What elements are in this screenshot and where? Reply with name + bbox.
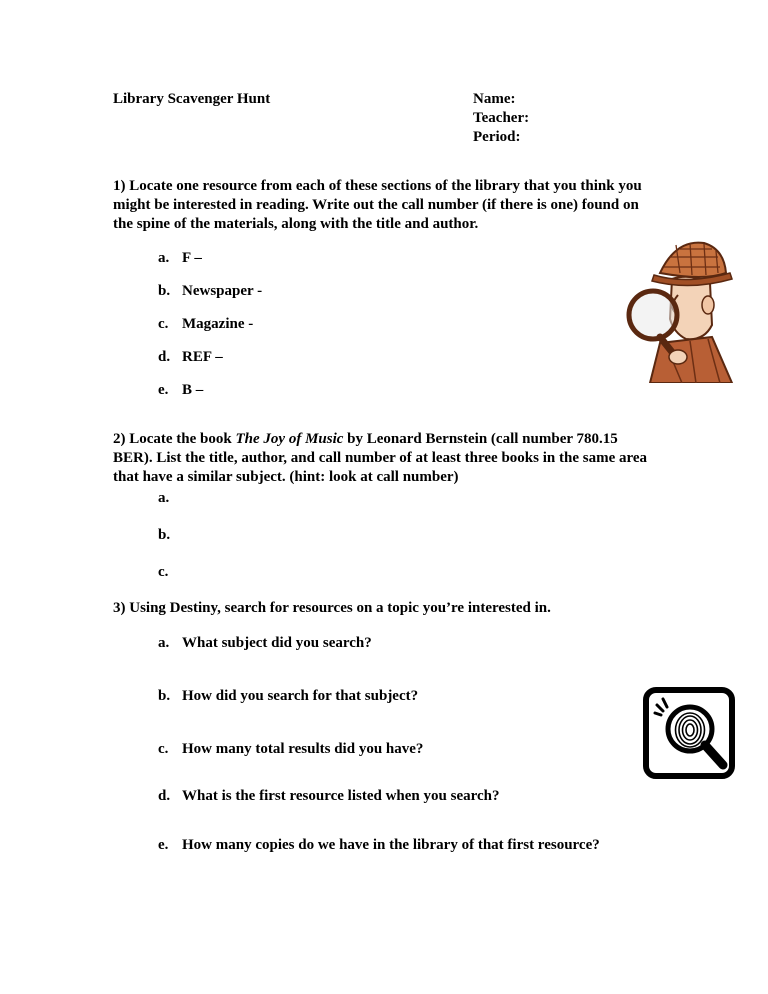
item-text: B –	[182, 382, 204, 398]
item-text: REF –	[182, 349, 223, 365]
item-label: c.	[158, 316, 169, 332]
question-3-text: 3) Using Destiny, search for resources on a topic you’re interested in.	[113, 600, 551, 616]
item-label: b.	[158, 283, 171, 299]
q1-item-d	[158, 348, 223, 367]
fingerprint-magnifier-icon	[643, 687, 735, 779]
item-label: b.	[158, 527, 171, 543]
item-text: What is the first resource listed when you search?	[182, 788, 500, 804]
question-2-text	[113, 430, 653, 487]
item-text: What subject did you search?	[182, 635, 372, 651]
item-text: F –	[182, 250, 202, 266]
item-text: Newspaper -	[182, 283, 263, 299]
item-text: How many total results did you have?	[182, 741, 424, 757]
item-label: e.	[158, 382, 169, 398]
name-label: Name:	[473, 91, 516, 107]
q1-item-e	[158, 381, 203, 400]
q3-item-e	[158, 836, 600, 855]
q1-item-a	[158, 249, 202, 268]
question-1-text: 1) Locate one resource from each of these sections of the library that you think you might be interested in reading. Write out the call number (if there is one) found on the spine of the materials, along with the title and author.	[113, 178, 642, 232]
q1-item-b	[158, 282, 262, 301]
q3-item-b	[158, 687, 418, 706]
q3-item-d	[158, 787, 499, 806]
q2-item-a	[158, 489, 182, 508]
teacher-label: Teacher:	[473, 110, 530, 126]
item-label: a.	[158, 250, 170, 266]
page-title: Library Scavenger Hunt	[113, 91, 271, 107]
item-text: How many copies do we have in the library of that first resource?	[182, 837, 600, 853]
item-label: e.	[158, 837, 169, 853]
q3-item-a	[158, 634, 372, 653]
item-label: d.	[158, 788, 171, 804]
detective-with-magnifier-icon	[620, 233, 735, 383]
q3-item-c	[158, 740, 423, 759]
item-label: b.	[158, 688, 171, 704]
q1-item-c	[158, 315, 253, 334]
item-label: c.	[158, 564, 169, 580]
q2-prefix: 2) Locate the book	[113, 431, 236, 447]
period-label: Period:	[473, 129, 521, 145]
item-label: d.	[158, 349, 171, 365]
student-info	[473, 90, 529, 147]
q2-book-title: The Joy of Music	[235, 431, 344, 447]
item-label: a.	[158, 635, 170, 651]
q2-item-c	[158, 563, 182, 582]
q2-item-b	[158, 526, 182, 545]
item-label: c.	[158, 741, 169, 757]
item-text: How did you search for that subject?	[182, 688, 419, 704]
q2-suffix: by Leonard Bernstein (call number 780.15 BER). List the title, author, and call number of at least three books in the same area that have a similar subject. (hint: look at call number)	[113, 431, 648, 485]
item-label: a.	[158, 490, 170, 506]
item-text: Magazine -	[182, 316, 254, 332]
